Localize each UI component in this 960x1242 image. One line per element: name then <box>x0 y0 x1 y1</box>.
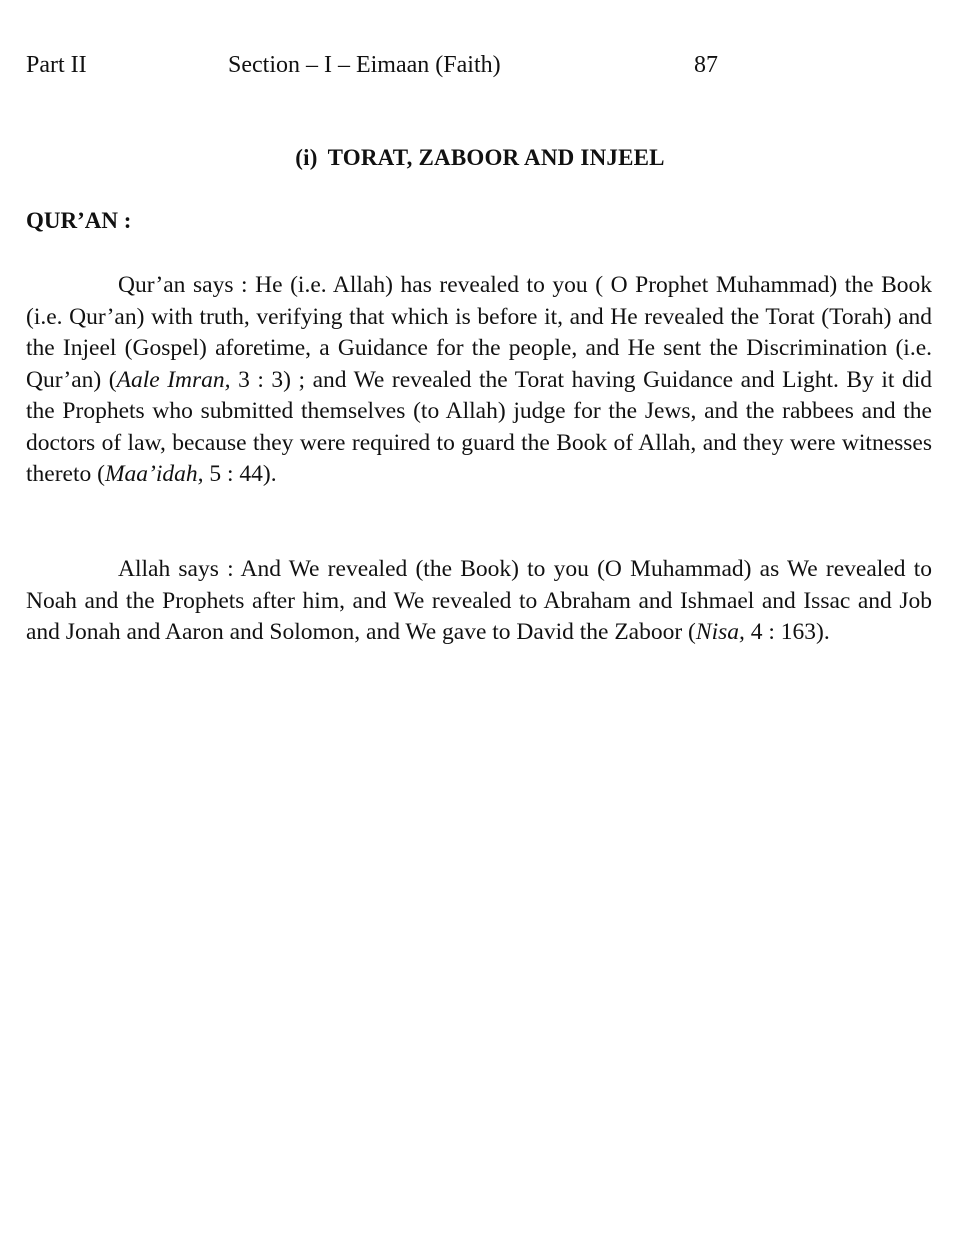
part-label: Part II <box>26 52 87 78</box>
reference-citation: Nisa, <box>695 619 745 645</box>
chapter-title: TORAT, ZABOOR AND INJEEL <box>327 145 665 170</box>
chapter-heading <box>0 145 960 171</box>
chapter-number: (i) <box>295 145 318 170</box>
page-number: 87 <box>694 52 718 78</box>
paragraph-text: 4 : 163). <box>744 619 830 645</box>
section-label: QUR’AN : <box>26 208 132 233</box>
paragraph-text: 5 : 44). <box>203 461 277 487</box>
paragraph-text: Qur’an says : He (i.e. Allah) has revealed to you ( O Prophet Muhammad) the Book (i.e. Qur’an) with truth, verifying that which is before it, and He revealed the Torat (Torah) and the Injeel (Gospel) aforetime, a Guidance for the people, and He sent the Discrimination (i.e. Qur’an) ( <box>26 272 932 393</box>
running-header <box>0 52 960 86</box>
paragraph-text: Allah says : And We revealed (the Book) to you (O Muhammad) as We revealed to Noah and the Prophets after him, and We revealed to Abraham and Ishmael and Issac and Job and Jonah and Aaron and Solomon, and We gave to David the Zaboor ( <box>26 556 932 645</box>
section-title: Section – I – Eimaan (Faith) <box>228 52 501 78</box>
paragraph-quran <box>26 270 932 491</box>
reference-citation: Aale Imran, <box>116 366 231 393</box>
reference-citation: Maa’idah, <box>104 461 204 487</box>
paragraph-allah-says <box>26 554 932 649</box>
paragraph-text: 3 : 3) ; and We revealed the Torat having Guidance and Light. By it did the Prophets who submitted themselves (to Allah) judge for the Jews, and the rabbees and the doctors of law, because they were required to guard the Book of Allah, and they were witnesses thereto ( <box>26 366 932 487</box>
